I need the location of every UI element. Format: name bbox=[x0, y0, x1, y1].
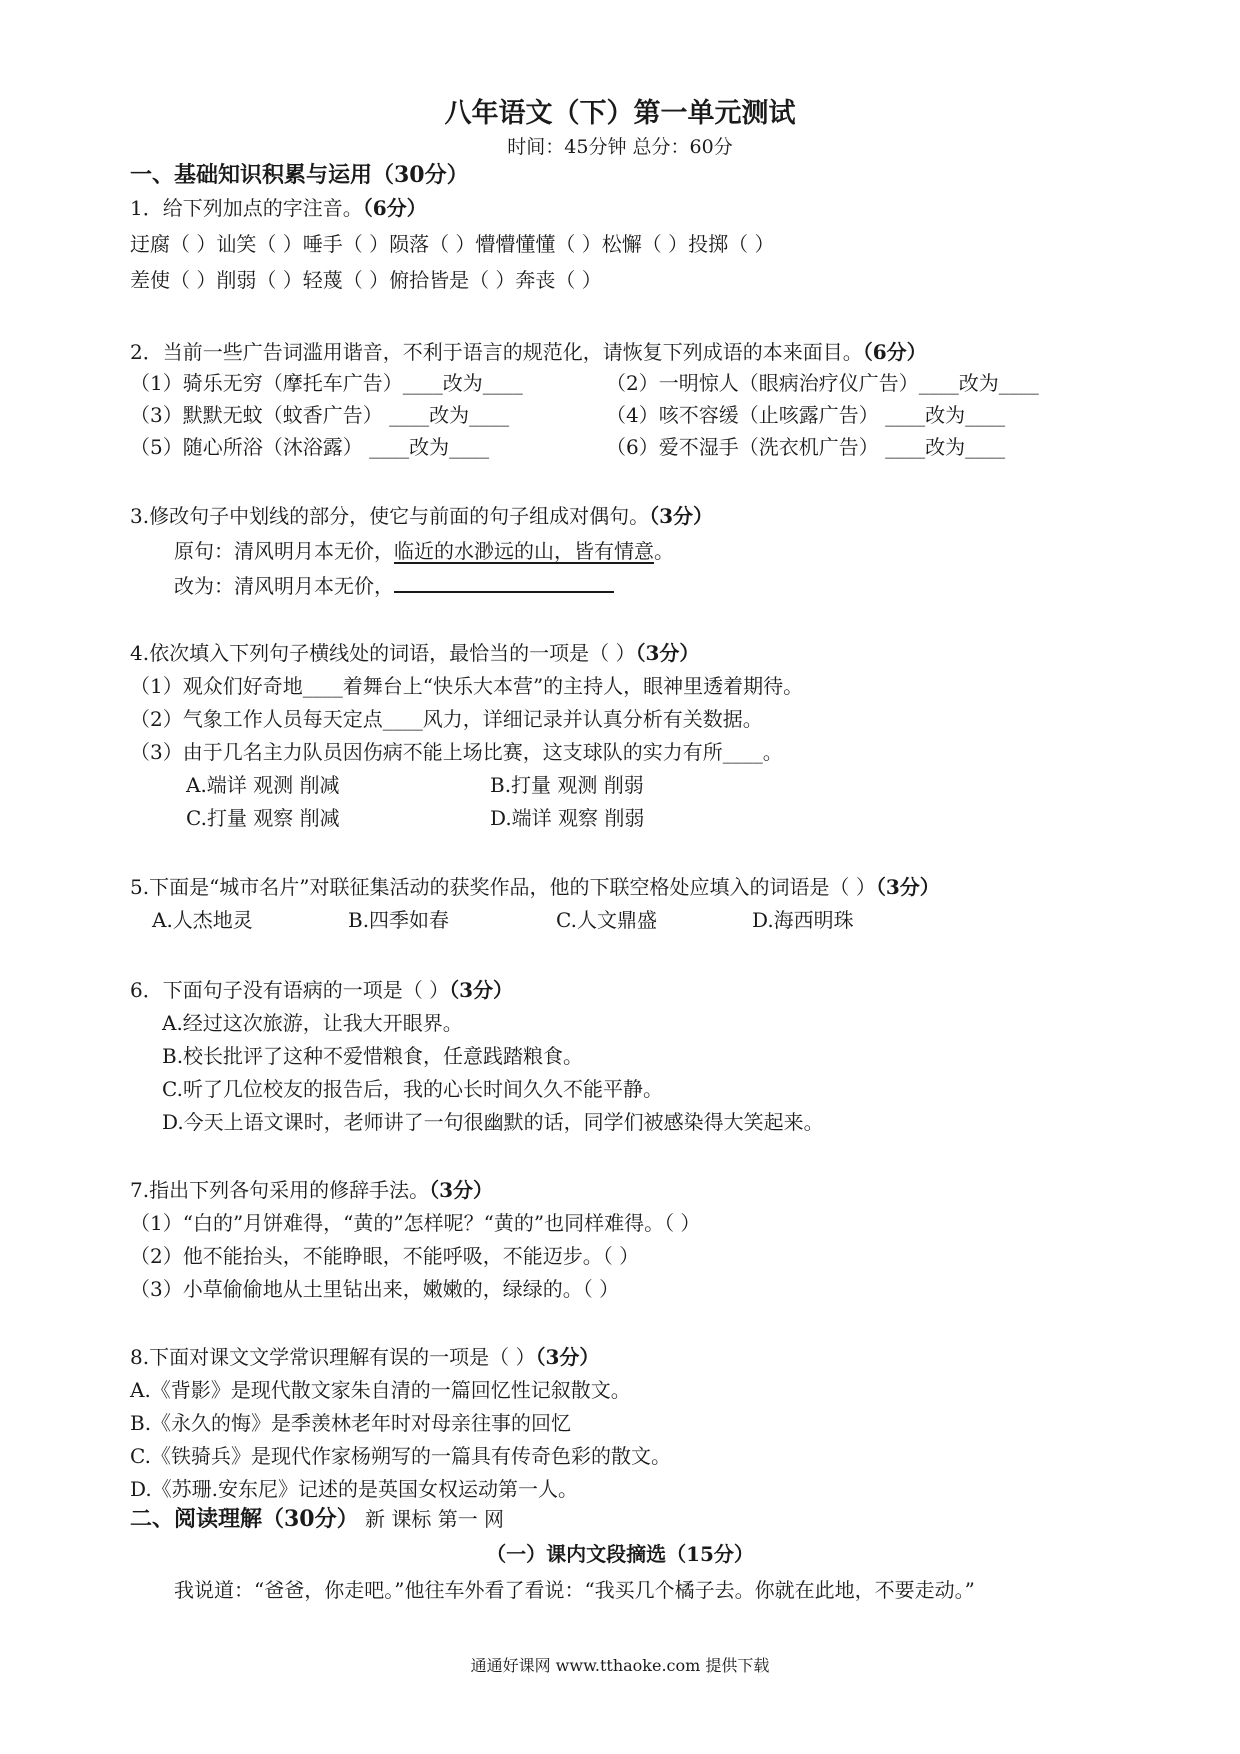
page-subtitle: 时间：45分钟 总分：60分 bbox=[507, 136, 733, 158]
question-1-score: （6分） bbox=[362, 196, 427, 220]
question-5-option-a: A.人杰地灵 bbox=[152, 908, 253, 932]
question-7-score: （3分） bbox=[429, 1178, 494, 1202]
question-4-option-a: A.端详 观测 削减 bbox=[186, 773, 340, 797]
question-2-item: （4）咳不容缓（止咳露广告） ____改为____ bbox=[606, 403, 1006, 427]
question-5-option-d: D.海西明珠 bbox=[752, 908, 854, 932]
question-8-option-b: B.《永久的悔》是季羡林老年时对母亲往事的回忆 bbox=[130, 1411, 572, 1435]
question-8-score: （3分） bbox=[535, 1345, 600, 1369]
question-1-row-2: 差使（ ）削弱（ ）轻蔑（ ）俯拾皆是（ ）奔丧（ ） bbox=[130, 268, 602, 292]
question-6-option-c: C.听了几位校友的报告后，我的心长时间久久不能平静。 bbox=[162, 1077, 663, 1101]
question-2-item: （3）默默无蚊（蚊香广告） ____改为____ bbox=[130, 403, 510, 427]
question-8-text: 8.下面对课文文学常识理解有误的一项是（ ） bbox=[130, 1345, 536, 1369]
question-7-sentence: （2）他不能抬头，不能睁眼，不能呼吸，不能迈步。（ ） bbox=[130, 1244, 640, 1268]
original-underlined-part: 临近的水渺远的山，皆有情意 bbox=[394, 539, 654, 563]
question-8-stem bbox=[130, 1343, 599, 1371]
question-3-score: （3分） bbox=[649, 504, 714, 528]
question-4-stem bbox=[130, 639, 699, 667]
question-4-sentence: （3）由于几名主力队员因伤病不能上场比赛，这支球队的实力有所____。 bbox=[130, 740, 783, 764]
question-2-item: （5）随心所浴（沐浴露） ____改为____ bbox=[130, 435, 490, 459]
question-8-option-a: A.《背影》是现代散文家朱自清的一篇回忆性记叙散文。 bbox=[130, 1378, 631, 1402]
original-end: 。 bbox=[654, 539, 674, 563]
question-3-stem bbox=[130, 502, 713, 530]
question-6-stem bbox=[130, 976, 513, 1004]
question-7-text: 7.指出下列各句采用的修辞手法。 bbox=[130, 1178, 430, 1202]
question-4-score: （3分） bbox=[635, 641, 700, 665]
question-3-revised bbox=[174, 571, 614, 600]
question-4-text: 4.依次填入下列句子横线处的词语，最恰当的一项是（ ） bbox=[130, 641, 636, 665]
question-6-text: 6．下面句子没有语病的一项是（ ） bbox=[130, 978, 450, 1002]
question-5-option-c: C.人文鼎盛 bbox=[556, 908, 657, 932]
question-4-sentence: （2）气象工作人员每天定点____风力，详细记录并认真分析有关数据。 bbox=[130, 707, 763, 731]
question-2-item: （2）一明惊人（眼病治疗仪广告）____改为____ bbox=[606, 371, 1039, 395]
question-6-option-d: D.今天上语文课时，老师讲了一句很幽默的话，同学们被感染得大笑起来。 bbox=[162, 1110, 824, 1134]
section-heading-2-line bbox=[130, 1504, 504, 1534]
revised-prefix: 改为：清风明月本无价， bbox=[174, 574, 394, 598]
question-4-option-d: D.端详 观察 削弱 bbox=[490, 806, 645, 830]
question-2-item: （6）爱不湿手（洗衣机广告） ____改为____ bbox=[606, 435, 1006, 459]
question-3-original bbox=[174, 537, 674, 565]
question-7-sentence: （3）小草偷偷地从土里钻出来，嫩嫩的，绿绿的。（ ） bbox=[130, 1277, 620, 1301]
section-heading-1: 一、基础知识积累与运用（30分） bbox=[130, 162, 469, 188]
question-1-text: 1．给下列加点的字注音。 bbox=[130, 196, 363, 220]
question-6-score: （3分） bbox=[449, 978, 514, 1002]
question-2-item: （1）骑乐无穷（摩托车广告）____改为____ bbox=[130, 371, 523, 395]
question-4-option-b: B.打量 观测 削弱 bbox=[490, 773, 644, 797]
question-3-text: 3.修改句子中划线的部分，使它与前面的句子组成对偶句。 bbox=[130, 504, 650, 528]
page-footer: 通通好课网 www.tthaoke.com 提供下载 bbox=[470, 1656, 770, 1675]
section-heading-2-tail: 新 课标 第一 网 bbox=[364, 1507, 505, 1531]
question-2-stem bbox=[130, 338, 927, 366]
question-2-score: （6分） bbox=[862, 340, 927, 364]
original-prefix: 原句：清风明月本无价， bbox=[174, 539, 394, 563]
reading-first-line: 我说道：“爸爸，你走吧。”他往车外看了看说：“我买几个橘子去。你就在此地，不要走动。” bbox=[174, 1578, 975, 1602]
question-5-score: （3分） bbox=[875, 875, 940, 899]
reading-subheading: （一）课内文段摘选（15分） bbox=[486, 1542, 754, 1566]
question-8-option-d: D.《苏珊.安东尼》记述的是英国女权运动第一人。 bbox=[130, 1477, 579, 1501]
question-5-text: 5.下面是“城市名片”对联征集活动的获奖作品，他的下联空格处应填入的词语是（ ） bbox=[130, 875, 876, 899]
page-title: 八年语文（下）第一单元测试 bbox=[444, 98, 796, 129]
question-4-sentence: （1）观众们好奇地____着舞台上“快乐大本营”的主持人，眼神里透着期待。 bbox=[130, 674, 804, 698]
question-7-sentence: （1）“白的”月饼难得，“黄的”怎样呢？“黄的”也同样难得。（ ） bbox=[130, 1211, 701, 1235]
section-heading-2: 二、阅读理解（30分） bbox=[130, 1506, 359, 1532]
question-6-option-b: B.校长批评了这种不爱惜粮食，任意践踏粮食。 bbox=[162, 1044, 584, 1068]
question-2-text: 2．当前一些广告词滥用谐音，不利于语言的规范化，请恢复下列成语的本来面目。 bbox=[130, 340, 863, 364]
question-1-row-1: 迂腐（ ）讪笑（ ）唾手（ ）陨落（ ）懵懵懂懂（ ）松懈（ ）投掷（ ） bbox=[130, 232, 775, 256]
question-4-option-c: C.打量 观察 削减 bbox=[186, 806, 340, 830]
question-8-option-c: C.《铁骑兵》是现代作家杨朔写的一篇具有传奇色彩的散文。 bbox=[130, 1444, 671, 1468]
question-7-stem bbox=[130, 1176, 493, 1204]
question-5-stem bbox=[130, 873, 940, 901]
answer-blank[interactable] bbox=[394, 571, 614, 593]
question-6-option-a: A.经过这次旅游，让我大开眼界。 bbox=[162, 1011, 463, 1035]
question-1-stem bbox=[130, 194, 427, 222]
question-5-option-b: B.四季如春 bbox=[348, 908, 450, 932]
